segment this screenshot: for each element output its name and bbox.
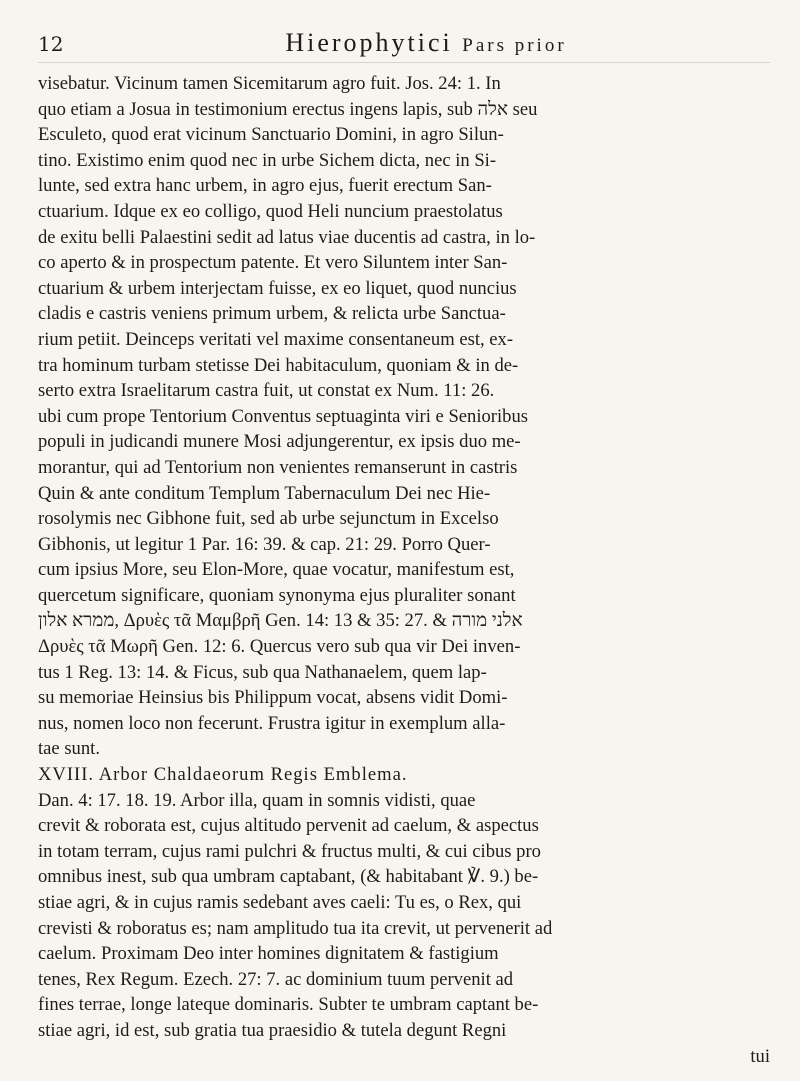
text-line: ממרא אלון, Δρυὲς τᾶ Μαμβρῆ Gen. 14: 13 & 35: 27. & אלני מורה [38, 610, 523, 632]
text-line: quo etiam a Josua in testimonium erectus ingens lapis, sub אלה seu [38, 98, 538, 120]
text-line: tus 1 Reg. 13: 14. & Ficus, sub qua Nathanaelem, quem lap- [38, 661, 487, 683]
text-line: su memoriae Heinsius bis Philippum vocat, absens vidit Domi- [38, 687, 508, 709]
text-line: morantur, qui ad Tentorium non venientes remanserunt in castris [38, 456, 518, 478]
text-line: Esculeto, quod erat vicinum Sanctuario Domini, in agro Silun- [38, 124, 504, 146]
body-text [38, 71, 770, 1069]
book-page [38, 28, 770, 1069]
running-head-title: Hierophytici [285, 28, 453, 57]
text-line: rium petiit. Deinceps veritati vel maxime consentaneum est, ex- [38, 328, 514, 350]
running-head-subtitle: Pars prior [462, 35, 567, 56]
text-line: lunte, sed extra hanc urbem, in agro ejus, fuerit erectum San- [38, 175, 492, 197]
text-line: tra hominum turbam stetisse Dei habitaculum, quoniam & in de- [38, 354, 519, 376]
text-line: quercetum significare, quoniam synonyma ejus pluraliter sonant [38, 584, 516, 606]
running-head [82, 28, 770, 58]
text-line: cum ipsius More, seu Elon-More, quae vocatur, manifestum est, [38, 559, 515, 581]
text-line: stiae agri, id est, sub gratia tua praesidio & tutela degunt Regni [38, 1019, 507, 1041]
text-line: ctuarium. Idque ex eo colligo, quod Heli nuncium praestolatus [38, 200, 503, 222]
text-line: de exitu belli Palaestini sedit ad latus viae ducentis ad castra, in lo- [38, 226, 536, 248]
text-line: Quin & ante conditum Templum Tabernaculum Dei nec Hie- [38, 482, 491, 504]
text-line: Δρυὲς τᾶ Μωρῆ Gen. 12: 6. Quercus vero sub qua vir Dei inven- [38, 636, 521, 658]
text-line: in totam terram, cujus rami pulchri & fructus multi, & cui cibus pro [38, 840, 541, 862]
text-line: ctuarium & urbem interjectam fuisse, ex eo liquet, quod nuncius [38, 277, 517, 299]
text-line: tenes, Rex Regum. Ezech. 27: 7. ac dominium tuum pervenit ad [38, 968, 514, 990]
text-line: nus, nomen loco non fecerunt. Frustra igitur in exemplum alla- [38, 712, 506, 734]
text-line: crevisti & roboratus es; nam amplitudo tua ita crevit, ut pervenerit ad [38, 917, 553, 939]
text-line: Dan. 4: 17. 18. 19. Arbor illa, quam in somnis vidisti, quae [38, 789, 476, 811]
text-line: Gibhonis, ut legitur 1 Par. 16: 39. & cap. 21: 29. Porro Quer- [38, 533, 491, 555]
section-heading: XVIII. Arbor Chaldaeorum Regis Emblema. [38, 764, 408, 786]
text-line: tino. Existimo enim quod nec in urbe Sichem dicta, nec in Si- [38, 149, 497, 171]
text-line: tae sunt. [38, 738, 100, 760]
text-line: cladis e castris veniens primum urbem, & relicta urbe Sanctua- [38, 303, 506, 325]
text-line: co aperto & in prospectum patente. Et vero Siluntem inter San- [38, 252, 508, 274]
page-number: 12 [38, 32, 64, 56]
text-line: crevit & roborata est, cujus altitudo pervenit ad caelum, & aspectus [38, 815, 539, 837]
text-line: visebatur. Vicinum tamen Sicemitarum agro fuit. Jos. 24: 1. In [38, 73, 501, 94]
text-line: tui [750, 1045, 770, 1067]
text-line: omnibus inest, sub qua umbram captabant, (& habitabant ℣. 9.) be- [38, 866, 539, 888]
text-line: fines terrae, longe lateque dominaris. Subter te umbram captant be- [38, 994, 539, 1016]
page-header [38, 28, 770, 63]
text-line: ubi cum prope Tentorium Conventus septuaginta viri e Senioribus [38, 405, 528, 427]
text-line: rosolymis nec Gibhone fuit, sed ab urbe sejunctum in Excelso [38, 508, 499, 530]
text-line: populi in judicandi munere Mosi adjungerentur, ex ipsis duo me- [38, 431, 521, 453]
text-line: stiae agri, & in cujus ramis sedebant aves caeli: Tu es, o Rex, qui [38, 892, 522, 913]
text-line: serto extra Israelitarum castra fuit, ut constat ex Num. 11: 26. [38, 380, 495, 402]
text-line: caelum. Proximam Deo inter homines dignitatem & fastigium [38, 943, 499, 965]
